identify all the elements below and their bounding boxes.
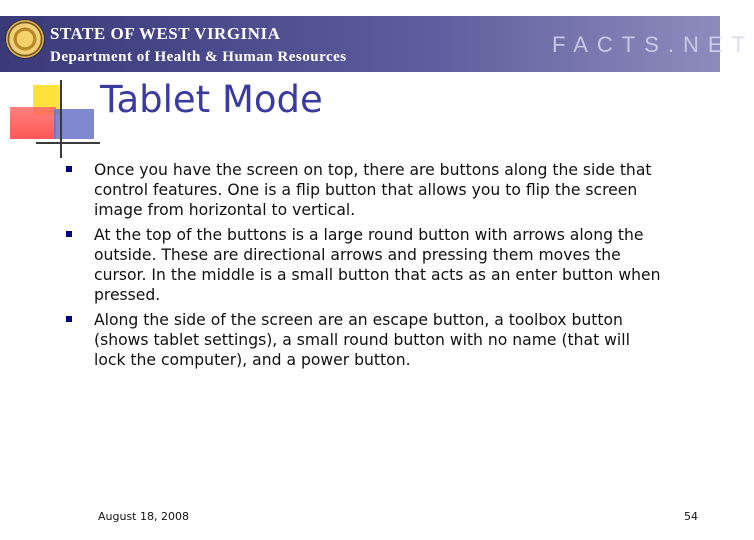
facts-logo: FACTS.NET (552, 32, 754, 57)
page-number: 54 (684, 510, 698, 523)
footer-date: August 18, 2008 (98, 510, 189, 523)
header-banner (0, 16, 754, 72)
bullet-text: Along the side of the screen are an escape button, a toolbox button (shows tablet settings), a small round button with no name (that will lock the computer), and a power button. (94, 311, 630, 369)
bullet-list (66, 160, 666, 375)
bullet-item (66, 225, 666, 305)
bullet-square-icon (66, 166, 72, 172)
decor-horizontal-line (36, 142, 100, 144)
state-title: STATE OF WEST VIRGINIA (50, 24, 281, 43)
bullet-text: Once you have the screen on top, there are buttons along the side that control features. One is a flip button that allows you to flip the screen image from horizontal to vertical. (94, 161, 652, 219)
slide-title: Tablet Mode (100, 78, 323, 121)
decor-red-square (10, 107, 56, 139)
bullet-square-icon (66, 231, 72, 237)
bullet-item (66, 160, 666, 220)
bullet-square-icon (66, 316, 72, 322)
bullet-text: At the top of the buttons is a large round button with arrows along the outside. These are directional arrows and pressing them moves the cursor. In the middle is a small button that acts as an enter button when pressed. (94, 226, 661, 304)
state-seal-icon (6, 20, 44, 58)
bullet-item (66, 310, 666, 370)
decor-vertical-line (60, 80, 62, 158)
department-title: Department of Health & Human Resources (50, 49, 347, 65)
